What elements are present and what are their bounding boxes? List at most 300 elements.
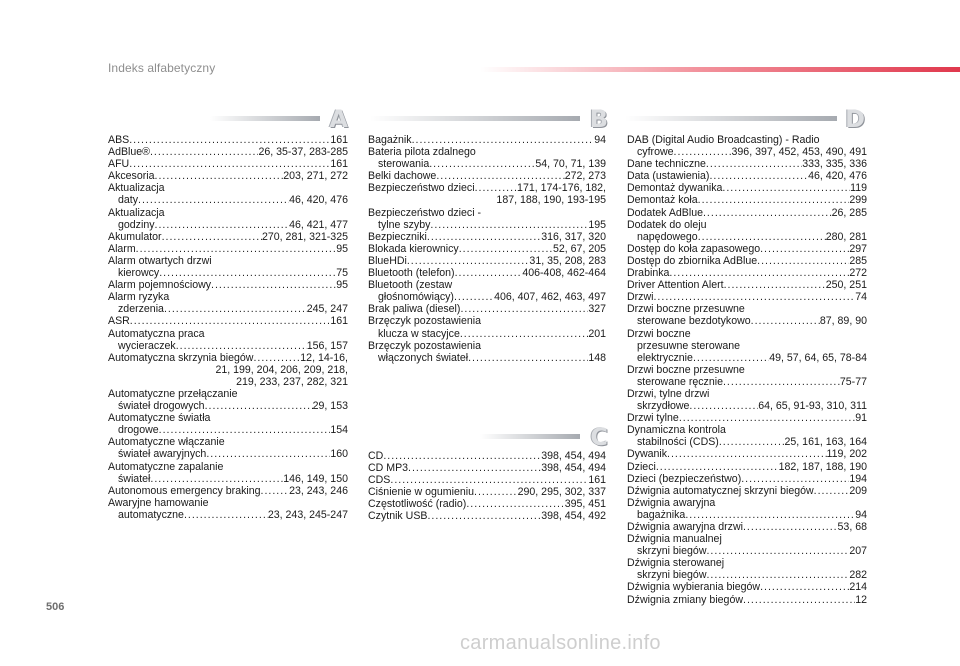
entry-line bbox=[108, 400, 348, 412]
entry-line bbox=[108, 279, 348, 291]
index-entry bbox=[627, 557, 867, 581]
entry-term: Aktualizacja bbox=[108, 206, 165, 219]
dot-leader bbox=[129, 158, 330, 170]
entry-line bbox=[368, 255, 606, 267]
entry-page-refs: 154 bbox=[330, 424, 348, 437]
entry-term: skrzydłowe bbox=[637, 400, 690, 413]
entry-line bbox=[368, 182, 606, 194]
entry-term: Ciśnienie w ogumieniu bbox=[368, 486, 474, 499]
entry-term: Automatyczne włączanie bbox=[108, 436, 225, 449]
entry-page-refs: 406-408, 462-464 bbox=[522, 267, 606, 280]
entry-term: Bezpieczeństwo dzieci - bbox=[368, 206, 482, 219]
dot-leader bbox=[743, 521, 838, 533]
index-entry bbox=[627, 497, 867, 521]
entry-page-refs: 395, 451 bbox=[564, 498, 606, 511]
section-heading-b bbox=[370, 105, 608, 133]
entry-line bbox=[108, 207, 348, 219]
entry-line bbox=[108, 255, 348, 267]
index-entry bbox=[368, 231, 606, 243]
dot-leader bbox=[455, 267, 523, 279]
entry-page-refs: 29, 153 bbox=[312, 400, 348, 413]
entry-page-refs: 285 bbox=[849, 254, 867, 267]
entry-line bbox=[108, 461, 348, 473]
entry-term: Czytnik USB bbox=[368, 510, 428, 523]
entry-term: Drzwi bbox=[627, 291, 654, 304]
entry-page-refs: 272 bbox=[849, 267, 867, 280]
index-entry bbox=[627, 255, 867, 267]
entry-line bbox=[627, 267, 867, 279]
index-entry bbox=[368, 243, 606, 255]
entry-line bbox=[627, 219, 867, 231]
dot-leader bbox=[211, 279, 336, 291]
dot-leader bbox=[760, 243, 849, 255]
dot-leader bbox=[430, 219, 588, 231]
dot-leader bbox=[184, 509, 268, 521]
entry-line bbox=[627, 255, 867, 267]
entry-line bbox=[627, 170, 867, 182]
entry-line bbox=[368, 231, 606, 243]
entry-term: Drzwi tylne bbox=[627, 412, 679, 425]
section-letter: D bbox=[845, 105, 865, 133]
dot-leader bbox=[468, 352, 588, 364]
entry-line bbox=[627, 557, 867, 569]
entry-page-refs: 12 bbox=[855, 593, 867, 606]
entry-term: Drzwi boczne przesuwne bbox=[627, 363, 745, 376]
dot-leader bbox=[689, 400, 758, 412]
entry-line bbox=[108, 182, 348, 194]
entry-term: Automatyczna praca bbox=[108, 327, 205, 340]
index-entry bbox=[108, 328, 348, 352]
dot-leader bbox=[138, 194, 289, 206]
entry-line bbox=[108, 388, 348, 400]
index-entry bbox=[627, 521, 867, 533]
index-entry bbox=[108, 134, 348, 146]
entry-term: świateł awaryjnych bbox=[118, 448, 207, 461]
index-entry bbox=[627, 328, 867, 364]
entry-page-refs: 290, 295, 302, 337 bbox=[517, 486, 606, 499]
entry-term: sterowane bezdotykowo bbox=[637, 315, 751, 328]
entry-line bbox=[627, 545, 867, 557]
entry-line bbox=[108, 485, 348, 497]
dot-leader bbox=[253, 352, 300, 364]
entry-line bbox=[368, 328, 606, 340]
index-entry bbox=[627, 182, 867, 194]
entry-page-refs: 46, 420, 476 bbox=[289, 194, 348, 207]
entry-line bbox=[368, 352, 606, 364]
dot-leader bbox=[693, 352, 769, 364]
entry-term: Alarm otwartych drzwi bbox=[108, 254, 212, 267]
entry-line bbox=[627, 352, 867, 364]
entry-term: Driver Attention Alert bbox=[627, 279, 724, 292]
index-section-b bbox=[368, 134, 606, 364]
index-entry bbox=[368, 182, 606, 206]
entry-term: klucza w stacyjce bbox=[378, 327, 460, 340]
entry-page-refs: 316, 317, 320 bbox=[541, 230, 606, 243]
entry-line bbox=[368, 474, 606, 486]
entry-line bbox=[627, 485, 867, 497]
entry-term: Dzieci (bezpieczeństwo) bbox=[627, 472, 742, 485]
entry-page-refs: 209 bbox=[849, 484, 867, 497]
entry-line bbox=[627, 376, 867, 388]
dot-leader bbox=[205, 400, 313, 412]
entry-term: ABS bbox=[108, 134, 130, 146]
entry-term: CD bbox=[368, 450, 384, 462]
entry-term: Belki dachowe bbox=[368, 170, 437, 183]
entry-term: Dodatek do oleju bbox=[627, 218, 707, 231]
dot-leader bbox=[390, 474, 588, 486]
entry-line bbox=[627, 448, 867, 460]
index-entry bbox=[627, 424, 867, 448]
dot-leader bbox=[724, 279, 826, 291]
entry-page-refs: 207 bbox=[849, 545, 867, 558]
entry-page-refs: 160 bbox=[330, 448, 348, 461]
index-section-c bbox=[368, 450, 606, 523]
entry-term: Częstotliwość (radio) bbox=[368, 498, 467, 511]
header-title: Indeks alfabetyczny bbox=[108, 61, 216, 75]
entry-line bbox=[108, 303, 348, 315]
entry-term: Automatyczne przełączanie bbox=[108, 387, 238, 400]
dot-leader bbox=[723, 376, 840, 388]
entry-line bbox=[108, 170, 348, 182]
index-entry bbox=[108, 170, 348, 182]
index-entry bbox=[368, 462, 606, 474]
dot-leader bbox=[669, 267, 849, 279]
section-heading-d bbox=[625, 105, 865, 133]
dot-leader bbox=[459, 243, 553, 255]
entry-term: Bateria pilota zdalnego bbox=[368, 146, 476, 159]
entry-line bbox=[368, 158, 606, 170]
dot-leader bbox=[706, 158, 802, 170]
entry-line bbox=[627, 412, 867, 424]
entry-term: Brzęczyk pozostawienia bbox=[368, 315, 482, 328]
entry-term: Dźwignia awaryjna drzwi bbox=[627, 521, 743, 533]
entry-page-refs: 31, 35, 208, 283 bbox=[529, 254, 606, 267]
entry-page-refs: 156, 157 bbox=[306, 339, 348, 352]
entry-term: Brak paliwa (diesel) bbox=[368, 303, 461, 316]
entry-line bbox=[627, 231, 867, 243]
entry-line bbox=[108, 134, 348, 146]
index-entry bbox=[108, 461, 348, 485]
entry-line bbox=[627, 243, 867, 255]
entry-page-refs: 146, 149, 150 bbox=[283, 472, 348, 485]
index-entry bbox=[108, 158, 348, 170]
section-letter: B bbox=[589, 105, 608, 133]
dot-leader bbox=[751, 315, 820, 327]
index-entry bbox=[108, 485, 348, 497]
index-entry bbox=[627, 533, 867, 557]
entry-page-refs: 53, 68 bbox=[837, 521, 867, 533]
dot-leader bbox=[159, 267, 336, 279]
index-entry bbox=[368, 255, 606, 267]
entry-page-refs: 214 bbox=[849, 581, 867, 594]
entry-page-refs: 194 bbox=[849, 472, 867, 485]
entry-line bbox=[108, 509, 348, 521]
dot-leader bbox=[129, 134, 330, 146]
entry-page-refs: 12, 14-16, bbox=[300, 351, 348, 364]
index-entry bbox=[627, 581, 867, 593]
entry-page-refs: 75 bbox=[336, 267, 348, 280]
index-entry bbox=[368, 146, 606, 170]
entry-term: Dzieci bbox=[627, 460, 656, 473]
dot-leader bbox=[703, 207, 832, 219]
entry-term: BlueHDi bbox=[368, 254, 407, 267]
index-entry bbox=[627, 461, 867, 473]
entry-term: Dźwignia manualnej bbox=[627, 533, 722, 546]
index-entry bbox=[368, 207, 606, 231]
index-entry bbox=[368, 450, 606, 462]
entry-term: cyfrowe bbox=[637, 146, 674, 159]
dot-leader bbox=[743, 594, 855, 606]
entry-line bbox=[627, 134, 867, 146]
entry-line bbox=[108, 424, 348, 436]
dot-leader bbox=[159, 424, 331, 436]
index-entry bbox=[627, 485, 867, 497]
entry-line bbox=[368, 510, 606, 522]
entry-term: Drzwi, tylne drzwi bbox=[627, 387, 710, 400]
entry-page-refs: 119, 202 bbox=[826, 448, 867, 461]
dot-leader bbox=[429, 158, 535, 170]
dot-leader bbox=[383, 450, 541, 462]
dot-leader bbox=[155, 170, 284, 182]
entry-term: AdBlue® bbox=[108, 146, 150, 159]
entry-line bbox=[108, 340, 348, 352]
entry-term: zderzenia bbox=[118, 303, 164, 316]
entry-page-refs: 26, 285 bbox=[831, 206, 867, 219]
index-entry bbox=[108, 315, 348, 327]
entry-term: Bluetooth (telefon) bbox=[368, 267, 455, 280]
entry-line bbox=[368, 243, 606, 255]
dot-leader bbox=[679, 412, 855, 424]
index-entry bbox=[108, 279, 348, 291]
entry-pages-continued: 219, 233, 237, 282, 321 bbox=[236, 375, 348, 388]
entry-line bbox=[627, 279, 867, 291]
index-entry bbox=[627, 303, 867, 327]
index-entry bbox=[108, 412, 348, 436]
entry-page-refs: 94 bbox=[594, 134, 606, 146]
dot-leader bbox=[130, 315, 331, 327]
entry-term: świateł drogowych bbox=[118, 400, 205, 413]
index-entry bbox=[368, 315, 606, 339]
entry-term: Demontaż dywanika bbox=[627, 182, 723, 195]
entry-term: Aktualizacja bbox=[108, 182, 165, 195]
entry-page-refs: 161 bbox=[588, 474, 606, 487]
index-entry bbox=[108, 388, 348, 412]
entry-page-refs: 270, 281, 321-325 bbox=[261, 230, 348, 243]
entry-page-refs: 64, 65, 91-93, 310, 311 bbox=[758, 400, 867, 413]
entry-page-refs: 23, 243, 246 bbox=[289, 484, 348, 497]
entry-line bbox=[627, 424, 867, 436]
index-entry bbox=[108, 497, 348, 521]
entry-term: wycieraczek bbox=[118, 339, 176, 352]
entry-page-refs: 203, 271, 272 bbox=[283, 170, 348, 183]
dot-leader bbox=[719, 436, 785, 448]
dot-leader bbox=[407, 255, 530, 267]
entry-page-refs: 282 bbox=[849, 569, 867, 582]
index-entry bbox=[108, 182, 348, 206]
page-number: 506 bbox=[46, 601, 65, 613]
entry-page-refs: 74 bbox=[855, 291, 867, 304]
entry-line bbox=[627, 509, 867, 521]
dot-leader bbox=[475, 182, 517, 194]
index-entry bbox=[627, 388, 867, 412]
entry-page-refs: 26, 35-37, 283-285 bbox=[258, 146, 348, 159]
entry-page-refs: 119 bbox=[850, 182, 867, 195]
index-entry bbox=[627, 243, 867, 255]
entry-term: Dostęp do zbiornika AdBlue bbox=[627, 254, 758, 267]
index-entry bbox=[627, 219, 867, 243]
entry-line bbox=[108, 243, 348, 255]
dot-leader bbox=[685, 509, 855, 521]
entry-line bbox=[627, 328, 867, 340]
entry-page-refs: 171, 174-176, 182, bbox=[517, 182, 606, 195]
entry-page-refs: 280, 281 bbox=[825, 230, 867, 243]
entry-term: Dynamiczna kontrola bbox=[627, 424, 726, 437]
dot-leader bbox=[436, 170, 564, 182]
index-entry bbox=[627, 194, 867, 206]
entry-line bbox=[108, 473, 348, 485]
entry-page-refs: 272, 273 bbox=[564, 170, 606, 183]
watermark: carmanualsonline.info bbox=[460, 632, 661, 654]
entry-term: daty bbox=[118, 194, 139, 207]
entry-line bbox=[368, 267, 606, 279]
entry-term: automatyczne bbox=[118, 508, 184, 521]
index-entry bbox=[108, 207, 348, 231]
entry-line bbox=[108, 219, 348, 231]
entry-pages-continued: 21, 199, 204, 206, 209, 218, bbox=[215, 363, 348, 376]
entry-page-refs: 398, 454, 494 bbox=[541, 450, 606, 462]
entry-term: Demontaż koła bbox=[627, 194, 698, 207]
entry-line bbox=[108, 231, 348, 243]
entry-term: Automatyczne światła bbox=[108, 412, 211, 425]
entry-term: Alarm pojemnościowy bbox=[108, 279, 212, 292]
entry-page-refs: 161 bbox=[330, 158, 348, 171]
entry-page-refs: 250, 251 bbox=[825, 279, 867, 292]
section-letter: C bbox=[590, 423, 608, 451]
entry-page-refs: 299 bbox=[849, 194, 867, 207]
entry-term: skrzyni biegów bbox=[637, 569, 707, 582]
dot-leader bbox=[176, 340, 307, 352]
entry-page-refs: 94 bbox=[855, 508, 867, 521]
entry-term: stabilności (CDS) bbox=[637, 436, 719, 449]
entry-line bbox=[108, 328, 348, 340]
dot-leader bbox=[722, 182, 850, 194]
entry-page-refs: 46, 421, 477 bbox=[289, 218, 348, 231]
entry-line bbox=[627, 497, 867, 509]
entry-term: Automatyczne zapalanie bbox=[108, 460, 224, 473]
index-entry bbox=[368, 134, 606, 146]
dot-leader bbox=[474, 486, 518, 498]
entry-term: Data (ustawienia) bbox=[627, 170, 710, 183]
entry-term: skrzyni biegów bbox=[637, 545, 707, 558]
entry-line bbox=[627, 594, 867, 606]
entry-line bbox=[108, 291, 348, 303]
entry-line bbox=[627, 473, 867, 485]
entry-page-refs: 327 bbox=[588, 303, 606, 316]
index-entry bbox=[368, 279, 606, 303]
index-entry bbox=[627, 594, 867, 606]
entry-page-refs: 23, 243, 245-247 bbox=[267, 508, 348, 521]
dot-leader bbox=[667, 448, 827, 460]
entry-term: Dźwignia zmiany biegów bbox=[627, 593, 743, 606]
entry-line bbox=[627, 303, 867, 315]
index-entry bbox=[368, 498, 606, 510]
heading-bar bbox=[625, 116, 837, 121]
section-letter: A bbox=[329, 105, 348, 133]
dot-leader bbox=[150, 473, 283, 485]
dot-leader bbox=[656, 461, 779, 473]
entry-term: Alarm bbox=[108, 242, 136, 255]
dot-leader bbox=[164, 303, 307, 315]
index-entry bbox=[368, 510, 606, 522]
dot-leader bbox=[427, 510, 541, 522]
entry-term: sterowania bbox=[378, 158, 430, 171]
entry-line bbox=[627, 364, 867, 376]
dot-leader bbox=[427, 231, 541, 243]
entry-page-refs: 95 bbox=[336, 279, 348, 292]
entry-line bbox=[627, 194, 867, 206]
entry-term: Autonomous emergency braking bbox=[108, 484, 261, 497]
entry-line bbox=[627, 207, 867, 219]
entry-line bbox=[627, 146, 867, 158]
entry-page-refs: 396, 397, 452, 453, 490, 491 bbox=[731, 146, 867, 159]
index-entry bbox=[108, 436, 348, 460]
dot-leader bbox=[150, 146, 259, 158]
index-entry bbox=[368, 267, 606, 279]
dot-leader bbox=[814, 485, 850, 497]
entry-term: Dodatek AdBlue bbox=[627, 206, 703, 219]
entry-line bbox=[627, 461, 867, 473]
entry-page-refs: 95 bbox=[336, 242, 348, 255]
entry-line bbox=[627, 388, 867, 400]
entry-term: DAB (Digital Audio Broadcasting) - Radio bbox=[627, 134, 820, 146]
index-entry bbox=[627, 279, 867, 291]
entry-line bbox=[627, 158, 867, 170]
dot-leader bbox=[162, 231, 262, 243]
entry-line bbox=[627, 436, 867, 448]
entry-page-refs: 91 bbox=[855, 412, 867, 425]
dot-leader bbox=[460, 303, 588, 315]
entry-page-refs: 161 bbox=[330, 315, 348, 328]
index-entry bbox=[368, 303, 606, 315]
entry-term: Dźwignia wybierania biegów bbox=[627, 581, 761, 594]
entry-term: przesuwne sterowane bbox=[637, 339, 741, 352]
entry-page-refs: 245, 247 bbox=[306, 303, 348, 316]
entry-term: Bezpieczniki bbox=[368, 230, 427, 243]
index-entry bbox=[108, 231, 348, 243]
entry-term: Brzęczyk pozostawienia bbox=[368, 339, 482, 352]
entry-line bbox=[368, 486, 606, 498]
entry-page-refs: 54, 70, 71, 139 bbox=[535, 158, 606, 171]
dot-leader bbox=[757, 255, 849, 267]
entry-term: Drzwi boczne przesuwne bbox=[627, 303, 745, 316]
entry-line bbox=[627, 315, 867, 327]
dot-leader bbox=[709, 170, 808, 182]
entry-line bbox=[368, 303, 606, 315]
entry-term: elektrycznie bbox=[637, 351, 693, 364]
entry-page-refs: 52, 67, 205 bbox=[552, 242, 606, 255]
entry-page-refs: 161 bbox=[330, 134, 348, 146]
entry-term: Automatyczna skrzynia biegów bbox=[108, 351, 254, 364]
entry-term: ASR bbox=[108, 315, 130, 328]
entry-page-refs: 195 bbox=[588, 218, 606, 231]
entry-line bbox=[368, 450, 606, 462]
entry-line bbox=[368, 207, 606, 219]
entry-page-refs: 333, 335, 336 bbox=[802, 158, 867, 171]
entry-line bbox=[368, 219, 606, 231]
entry-term: Blokada kierownicy bbox=[368, 242, 459, 255]
dot-leader bbox=[698, 231, 826, 243]
entry-term: bagażnika bbox=[637, 508, 686, 521]
